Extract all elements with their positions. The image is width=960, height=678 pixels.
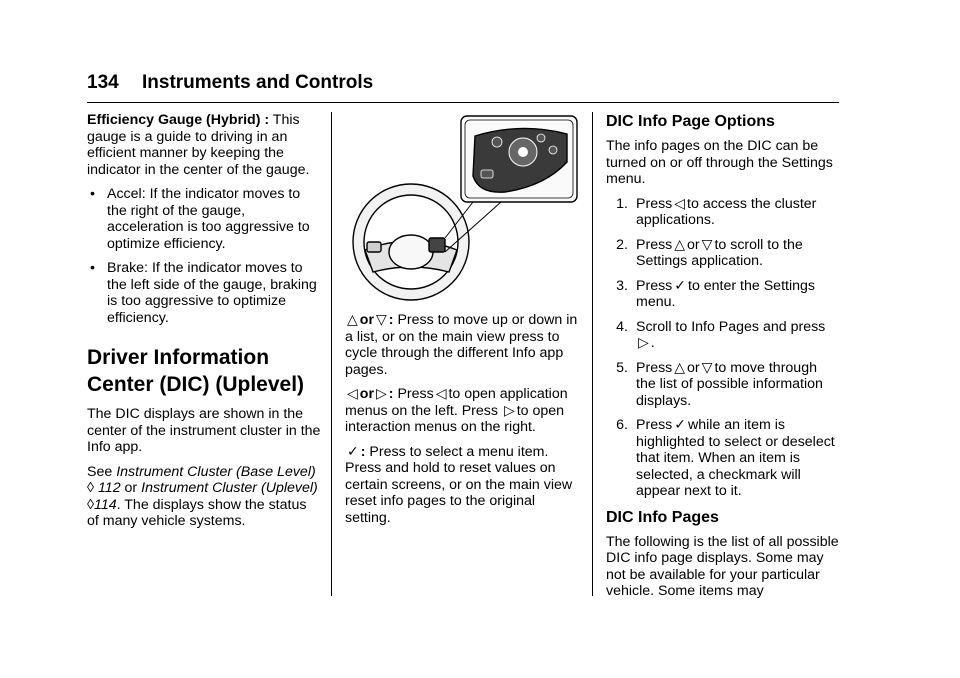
list-item: • Accel: If the indicator moves to the right of the gauge, acceleration is too aggressive to optimize efficiency. xyxy=(90,186,310,252)
bullet-icon: • xyxy=(90,260,95,276)
check-icon: ✓ xyxy=(674,417,686,433)
list-item: 2. Press △ or ▽ to scroll to the Settings application. xyxy=(616,236,803,269)
column-divider xyxy=(592,112,593,596)
efficiency-gauge-paragraph: Efficiency Gauge (Hybrid) : This gauge is a guide to driving in an efficient manner by keeping the indicator in the center of the gauge. xyxy=(87,112,310,178)
section-title: Instruments and Controls xyxy=(142,72,374,93)
list-item: 6. Press ✓ while an item is highlighted to select or deselect that item. When an item is selected, a checkmark will appear next to it. xyxy=(616,417,835,499)
left-arrow-icon: ◁ xyxy=(674,195,686,212)
steering-wheel-controls-illustration xyxy=(345,112,581,308)
term: Efficiency Gauge (Hybrid) : xyxy=(87,112,270,128)
page-link[interactable]: 112 xyxy=(97,480,121,496)
column-3 xyxy=(606,112,840,608)
check-icon: ✓ xyxy=(347,443,359,460)
left-right-paragraph: ◁ or ▷ : Press ◁ to open application menus on the left. Press ▷ to open interaction menus on the right. xyxy=(345,386,568,435)
up-arrow-icon: △ xyxy=(347,312,358,328)
section-heading: DIC Info Pages xyxy=(606,508,719,526)
list-item: 4. Scroll to Info Pages and press▷ . xyxy=(616,318,826,351)
right-arrow-icon: ▷ xyxy=(375,386,387,402)
down-arrow-icon: ▽ xyxy=(375,312,387,328)
section-heading: Driver Information Center (DIC) (Uplevel) xyxy=(87,346,305,396)
down-arrow-icon: ▽ xyxy=(701,236,713,253)
page-header xyxy=(87,70,839,103)
cross-reference-link[interactable]: Instrument Cluster (Uplevel) xyxy=(141,480,318,496)
select-paragraph: ✓ : Press to select a menu item. Press and hold to reset values on certain screens, or on the main view reset info pages to the original setting. xyxy=(345,443,573,526)
section-heading: DIC Info Page Options xyxy=(606,113,775,130)
list-item: 3. Press ✓ to enter the Settings menu. xyxy=(616,277,815,310)
cross-reference-link[interactable]: Instrument Cluster (Base Level) xyxy=(116,463,316,480)
up-down-paragraph: △ or ▽ : Press to move up or down in a list, or on the main view press to cycle through the different Info app pages. xyxy=(345,312,578,378)
down-arrow-icon: ▽ xyxy=(701,359,713,376)
page-number: 134 xyxy=(87,72,119,93)
left-arrow-icon: ◁ xyxy=(435,386,447,402)
page-ref-icon: ◊ xyxy=(87,480,95,496)
paragraph: See Instrument Cluster (Base Level) ◊ 112 or Instrument Cluster (Uplevel) ◊114. The displays show the status of many vehicle systems. xyxy=(87,463,318,529)
list-item: 1. Press ◁ to access the cluster applications. xyxy=(616,195,817,228)
column-divider xyxy=(331,112,332,596)
bullet-icon: • xyxy=(90,186,95,202)
paragraph: The DIC displays are shown in the center of the instrument cluster in the Info app. xyxy=(87,406,321,455)
check-icon: ✓ xyxy=(674,277,686,294)
right-arrow-icon: ▷ xyxy=(503,402,515,419)
up-arrow-icon: △ xyxy=(674,359,686,376)
paragraph: The info pages on the DIC can be turned on or off through the Settings menu. xyxy=(606,138,833,187)
right-arrow-icon: ▷ xyxy=(638,335,649,351)
page-ref-icon: ◊ xyxy=(87,496,95,513)
column-1 xyxy=(87,112,321,538)
page-link[interactable]: 114 xyxy=(94,496,117,513)
paragraph: The following is the list of all possible DIC info page displays. Some may not be available for your particular vehicle. Some items may xyxy=(606,533,839,599)
column-2 xyxy=(345,112,581,534)
list-item: • Brake: If the indicator moves to the left side of the gauge, braking is too aggressive to optimize efficiency. xyxy=(90,260,317,326)
up-arrow-icon: △ xyxy=(674,236,686,253)
list-item: 5. Press △ or ▽ to move through the list of possible information displays. xyxy=(616,359,823,409)
left-arrow-icon: ◁ xyxy=(347,386,358,402)
